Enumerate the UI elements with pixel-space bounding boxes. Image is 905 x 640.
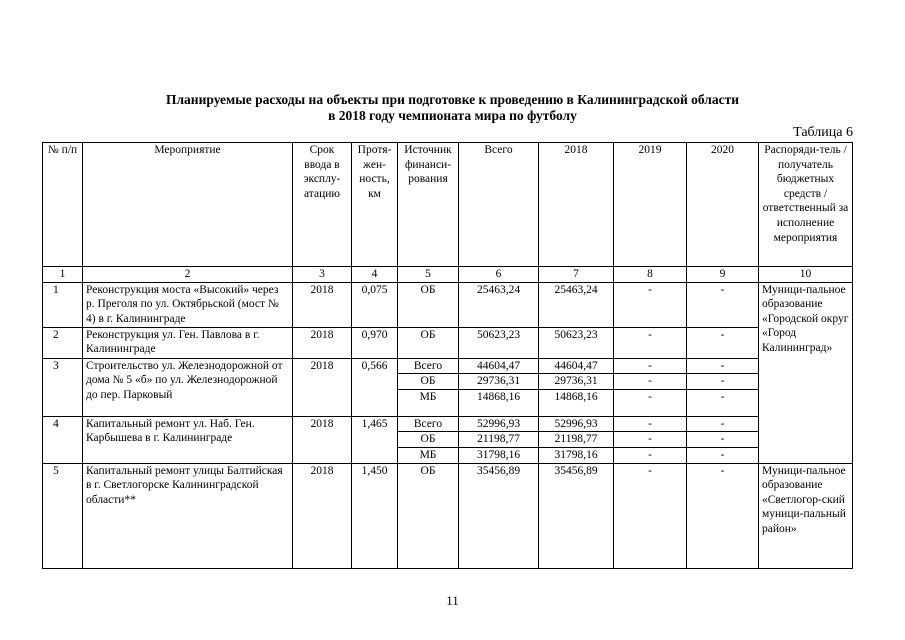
- row-number: 3: [43, 358, 83, 416]
- row-deadline: 2018: [293, 282, 352, 327]
- row-2019: -: [614, 432, 687, 448]
- row-2019: -: [614, 327, 687, 358]
- header-row: [43, 143, 853, 267]
- row-deadline: 2018: [293, 416, 352, 463]
- row-2018: 31798,16: [539, 448, 614, 464]
- row-2020: -: [687, 374, 759, 390]
- header-deadline: Срок ввода в эксплу-атацию: [293, 143, 352, 267]
- header-2020: 2020: [687, 143, 759, 267]
- row-source: ОБ: [398, 374, 459, 390]
- row-2020: -: [687, 463, 759, 568]
- index-cell: 8: [614, 267, 687, 283]
- row-2019: -: [614, 448, 687, 464]
- row-number: 4: [43, 416, 83, 463]
- index-cell: 3: [293, 267, 352, 283]
- document-title: [0, 92, 905, 124]
- table-label: Таблица 6: [793, 125, 853, 140]
- row-2019: -: [614, 374, 687, 390]
- row-source: ОБ: [398, 432, 459, 448]
- row-source: ОБ: [398, 282, 459, 327]
- row-total: 14868,16: [459, 389, 539, 404]
- table-row: [43, 416, 853, 432]
- header-manager: Распоряди-тель / получатель бюджетных средств / ответственный за исполнение мероприятия: [759, 143, 853, 267]
- row-length: 0,970: [352, 327, 398, 358]
- row-2020: -: [687, 327, 759, 358]
- page-number: 11: [446, 593, 459, 608]
- row-deadline: 2018: [293, 463, 352, 568]
- row-total: 31798,16: [459, 448, 539, 464]
- row-event: Реконструкция моста «Высокий» через р. Преголя по ул. Октябрьской (мост № 4) в г. Калининграде: [83, 282, 293, 327]
- index-cell: 1: [43, 267, 83, 283]
- row-length: 0,566: [352, 358, 398, 416]
- row-2018: 35456,89: [539, 463, 614, 568]
- table-row: [43, 282, 853, 327]
- header-total: Всего: [459, 143, 539, 267]
- index-cell: 7: [539, 267, 614, 283]
- row-2019: -: [614, 416, 687, 432]
- row-2018: 50623,23: [539, 327, 614, 358]
- index-cell: 2: [83, 267, 293, 283]
- row-total: 44604,47: [459, 358, 539, 374]
- row-2019: -: [614, 463, 687, 568]
- index-cell: 4: [352, 267, 398, 283]
- header-no: № п/п: [43, 143, 83, 267]
- row-source: МБ: [398, 448, 459, 464]
- index-cell: 10: [759, 267, 853, 283]
- row-2019: -: [614, 358, 687, 374]
- row-source: ОБ: [398, 463, 459, 568]
- table-row: [43, 358, 853, 374]
- row-2018: 52996,93: [539, 416, 614, 432]
- manager-svetlogorsk: Муници-пальное образование «Светлогор-ский муници-пальный район»: [759, 463, 853, 568]
- row-2018: 44604,47: [539, 358, 614, 374]
- row-number: 1: [43, 282, 83, 327]
- row-source: ОБ: [398, 327, 459, 358]
- row-event: Капитальный ремонт ул. Наб. Ген. Карбышева в г. Калининграде: [83, 416, 293, 463]
- row-2020: -: [687, 432, 759, 448]
- row-2018: 25463,24: [539, 282, 614, 327]
- row-length: 1,465: [352, 416, 398, 463]
- index-cell: 5: [398, 267, 459, 283]
- table-row: [43, 463, 853, 568]
- title-line-2: в 2018 году чемпионата мира по футболу: [328, 108, 577, 123]
- row-event: Реконструкция ул. Ген. Павлова в г. Калининграде: [83, 327, 293, 358]
- index-cell: 9: [687, 267, 759, 283]
- row-event: Капитальный ремонт улицы Балтийская в г. Светлогорске Калининградской области**: [83, 463, 293, 568]
- row-2019: -: [614, 389, 687, 404]
- row-2020: -: [687, 282, 759, 327]
- row-length: 0,075: [352, 282, 398, 327]
- row-total: 35456,89: [459, 463, 539, 568]
- row-source: Всего: [398, 358, 459, 374]
- row-2018: 29736,31: [539, 374, 614, 390]
- title-line-1: Планируемые расходы на объекты при подготовке к проведению в Калининградской области: [165, 92, 739, 107]
- header-2018: 2018: [539, 143, 614, 267]
- header-event: Мероприятие: [83, 143, 293, 267]
- row-number: 5: [43, 463, 83, 568]
- row-number: 2: [43, 327, 83, 358]
- manager-kaliningrad: Муници-пальное образование «Городской округ «Город Калининград»: [759, 282, 853, 463]
- index-cell: 6: [459, 267, 539, 283]
- row-event: Строительство ул. Железнодорожной от дома № 5 «б» по ул. Железнодорожной до пер. Парковый: [83, 358, 293, 416]
- row-2019: -: [614, 282, 687, 327]
- row-total: 25463,24: [459, 282, 539, 327]
- row-source: Всего: [398, 416, 459, 432]
- header-length: Протя-жен-ность, км: [352, 143, 398, 267]
- table-row: [43, 327, 853, 358]
- row-2020: -: [687, 416, 759, 432]
- row-total: 21198,77: [459, 432, 539, 448]
- row-total: 29736,31: [459, 374, 539, 390]
- header-2019: 2019: [614, 143, 687, 267]
- row-2018: 21198,77: [539, 432, 614, 448]
- header-source: Источник финанси-рования: [398, 143, 459, 267]
- row-2020: -: [687, 358, 759, 374]
- row-2020: -: [687, 448, 759, 464]
- row-length: 1,450: [352, 463, 398, 568]
- row-2018: 14868,16: [539, 389, 614, 404]
- row-total: 52996,93: [459, 416, 539, 432]
- row-source: МБ: [398, 389, 459, 404]
- row-deadline: 2018: [293, 327, 352, 358]
- index-row: [43, 267, 853, 283]
- expenses-table: [42, 142, 853, 569]
- row-deadline: 2018: [293, 358, 352, 416]
- row-total: 50623,23: [459, 327, 539, 358]
- row-2020: -: [687, 389, 759, 404]
